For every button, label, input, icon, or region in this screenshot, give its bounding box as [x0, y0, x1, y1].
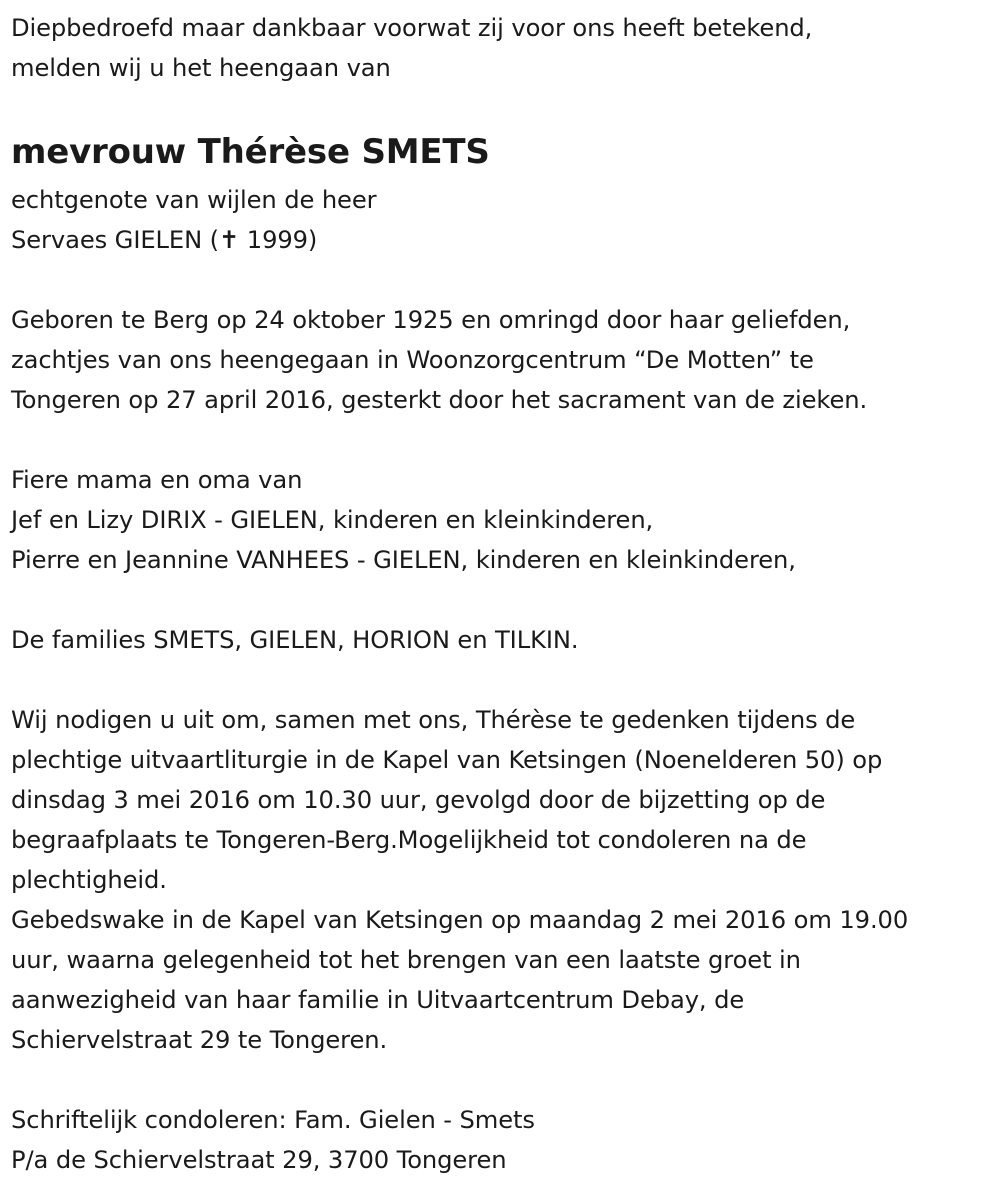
family-line-2: Jef en Lizy DIRIX - GIELEN, kinderen en kleinkinderen, — [11, 506, 654, 534]
ceremony-line-6: Gebedswake in de Kapel van Ketsingen op maandag 2 mei 2016 om 19.00 — [11, 906, 909, 934]
families-section — [11, 620, 993, 660]
spacer — [11, 420, 993, 460]
spacer — [11, 260, 993, 300]
intro-line-2: melden wij u het heengaan van — [11, 54, 391, 82]
ceremony-line-9: Schiervelstraat 29 te Tongeren. — [11, 1026, 388, 1054]
spouse-line-2: Servaes GIELEN (✝ 1999) — [11, 226, 318, 254]
spacer — [11, 580, 993, 620]
spacer — [11, 1060, 993, 1100]
family-section — [11, 460, 993, 580]
condolences-section — [11, 1100, 993, 1180]
deceased-name: mevrouw Thérèse SMETS — [11, 132, 490, 172]
ceremony-section — [11, 700, 993, 1060]
spacer — [11, 660, 993, 700]
family-line-3: Pierre en Jeannine VANHEES - GIELEN, kinderen en kleinkinderen, — [11, 546, 796, 574]
ceremony-line-5: plechtigheid. — [11, 866, 167, 894]
families-line-1: De families SMETS, GIELEN, HORION en TILKIN. — [11, 626, 579, 654]
ceremony-line-8: aanwezigheid van haar familie in Uitvaartcentrum Debay, de — [11, 986, 745, 1014]
condolences-line-1: Schriftelijk condoleren: Fam. Gielen - Smets — [11, 1106, 535, 1134]
birth-death-line-1: Geboren te Berg op 24 oktober 1925 en omringd door haar geliefden, — [11, 306, 851, 334]
birth-death-line-2: zachtjes van ons heengegaan in Woonzorgcentrum “De Motten” te — [11, 346, 814, 374]
ceremony-line-7: uur, waarna gelegenheid tot het brengen van een laatste groet in — [11, 946, 801, 974]
ceremony-line-1: Wij nodigen u uit om, samen met ons, Thérèse te gedenken tijdens de — [11, 706, 856, 734]
ceremony-line-3: dinsdag 3 mei 2016 om 10.30 uur, gevolgd door de bijzetting op de — [11, 786, 826, 814]
ceremony-line-2: plechtige uitvaartliturgie in de Kapel van Ketsingen (Noenelderen 50) op — [11, 746, 883, 774]
spouse-line-1: echtgenote van wijlen de heer — [11, 186, 377, 214]
birth-death-line-3: Tongeren op 27 april 2016, gesterkt door het sacrament van de zieken. — [11, 386, 868, 414]
ceremony-line-4: begraafplaats te Tongeren-Berg.Mogelijkheid tot condoleren na de — [11, 826, 807, 854]
family-line-1: Fiere mama en oma van — [11, 466, 303, 494]
death-notice — [11, 8, 993, 1180]
birth-death-section — [11, 300, 993, 420]
intro-section — [11, 8, 993, 88]
intro-line-1: Diepbedroefd maar dankbaar voorwat zij voor ons heeft betekend, — [11, 14, 813, 42]
spouse-section — [11, 180, 993, 260]
condolences-line-2: P/a de Schiervelstraat 29, 3700 Tongeren — [11, 1146, 507, 1174]
